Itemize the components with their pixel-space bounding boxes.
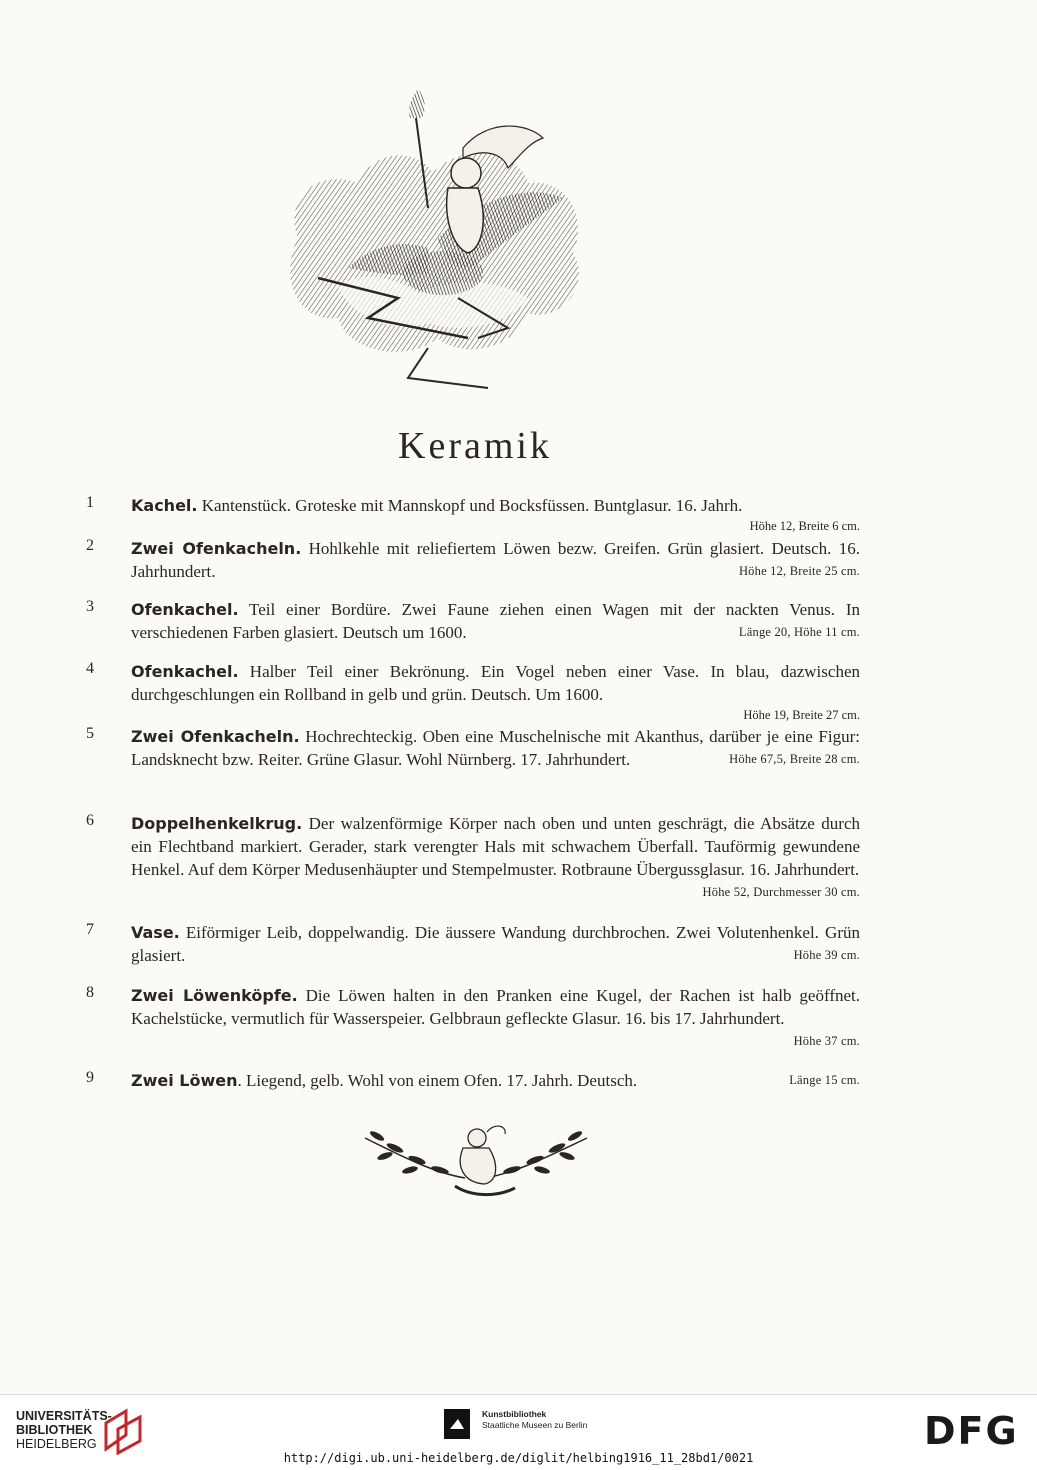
kunstbibliothek-logo-icon xyxy=(444,1409,470,1439)
entry-number: 2 xyxy=(86,537,94,554)
entry-dimensions: Höhe 19, Breite 27 cm. xyxy=(743,708,860,722)
entry-description: Hochrechteckig. Oben eine Muschelnische mit Akanthus, darüber je eine Figur: Landsknecht bzw. Reiter. Grüne Glasur. Wohl Nürnberg. 17. Jahrhundert. xyxy=(131,727,860,769)
kunstbibliothek-text xyxy=(482,1409,587,1431)
uni-line2: BIBLIOTHEK xyxy=(16,1423,93,1437)
entry-heading: Doppelhenkelkrug. xyxy=(131,814,303,833)
permalink-url[interactable]: http://digi.ub.uni-heidelberg.de/diglit/helbing1916_11_28bd1/0021 xyxy=(283,1451,754,1465)
entry-dimensions: Höhe 67,5, Breite 28 cm. xyxy=(729,752,860,766)
entry-heading: Ofenkachel. xyxy=(131,600,239,619)
entry-description: Die Löwen halten in den Pranken eine Kugel, der Rachen ist halb geöffnet. Kachelstücke, vermutlich für Wasserspeier. Gelbbraun gefleckte Glasur. 16. bis 17. Jahrhundert. xyxy=(131,986,861,1028)
entry-description: Der walzenförmige Körper nach oben und unten geschrägt, die Absätze durch ein Flechtband markiert. Gerader, stark verengter Hals mit schwachem Überfall. Tauförmig gewundene Henkel. Auf dem Körper Medusenhäupter und Stempelmuster. Rotbraune Übergussglasur. 16. Jahrhundert. xyxy=(131,814,860,879)
entry-number: 5 xyxy=(86,725,94,742)
kb-line1: Kunstbibliothek xyxy=(482,1409,547,1419)
entry-heading: Kachel. xyxy=(131,496,198,515)
entry-dimensions: Höhe 37 cm. xyxy=(793,1034,860,1048)
entry-number: 6 xyxy=(86,812,94,829)
dfg-logo: DFG xyxy=(924,1409,1019,1453)
entry-number: 1 xyxy=(86,494,94,511)
uni-heidelberg-mark-icon xyxy=(102,1405,146,1455)
uni-line3: HEIDELBERG xyxy=(16,1437,97,1451)
entry-dimensions: Höhe 12, Breite 25 cm. xyxy=(738,564,860,578)
entry-heading: Zwei Löwen xyxy=(131,1071,238,1090)
entry-dimensions: Länge 20, Höhe 11 cm. xyxy=(738,625,860,639)
entry-description: . Liegend, gelb. Wohl von einem Ofen. 17. Jahrh. Deutsch. xyxy=(237,1071,638,1090)
entry-heading: Vase. xyxy=(131,923,180,942)
entry-number: 7 xyxy=(86,921,94,938)
entry-heading: Zwei Löwenköpfe. xyxy=(131,986,298,1005)
entry-number: 4 xyxy=(86,660,94,677)
entry-number: 9 xyxy=(86,1069,94,1086)
entry-description: Eiförmiger Leib, doppelwandig. Die äussere Wandung durchbrochen. Zwei Volutenhenkel. Grün glasiert. xyxy=(131,923,860,965)
putto-laurel-vignette xyxy=(355,1118,597,1202)
entry-number: 3 xyxy=(86,598,94,615)
entry-dimensions: Höhe 12, Breite 6 cm. xyxy=(749,519,860,533)
entry-heading: Zwei Ofenkacheln. xyxy=(131,727,300,746)
entry-heading: Ofenkachel. xyxy=(131,662,239,681)
digitization-footer xyxy=(0,1394,1037,1470)
entry-dimensions: Länge 15 cm. xyxy=(789,1073,860,1087)
uni-heidelberg-logo xyxy=(16,1409,112,1451)
entry-number: 8 xyxy=(86,984,94,1001)
entry-dimensions: Höhe 52, Durchmesser 30 cm. xyxy=(702,885,860,899)
page-title: Keramik xyxy=(398,425,552,467)
entry-description: Kantenstück. Groteske mit Mannskopf und Bocksfüssen. Buntglasur. 16. Jahrh. xyxy=(197,496,743,515)
entry-description: Hohlkehle mit reliefiertem Löwen bezw. Greifen. Grün glasiert. Deutsch. 16. Jahrhundert. xyxy=(131,539,860,581)
putto-eagle-engraving xyxy=(278,88,594,406)
entry-description: Teil einer Bordüre. Zwei Faune ziehen einen Wagen mit der nackten Venus. In verschiedenen Farben glasiert. Deutsch um 1600. xyxy=(131,600,860,642)
entry-description: Halber Teil einer Bekrönung. Ein Vogel neben einer Vase. In blau, dazwischen durchgeschlungen ein Rollband in gelb und grün. Deutsch. Um 1600. xyxy=(131,662,860,704)
entry-heading: Zwei Ofenkacheln. xyxy=(131,539,302,558)
entry-dimensions: Höhe 39 cm. xyxy=(793,948,860,962)
uni-line1: UNIVERSITÄTS- xyxy=(16,1409,112,1423)
kb-line2: Staatliche Museen zu Berlin xyxy=(482,1420,588,1430)
